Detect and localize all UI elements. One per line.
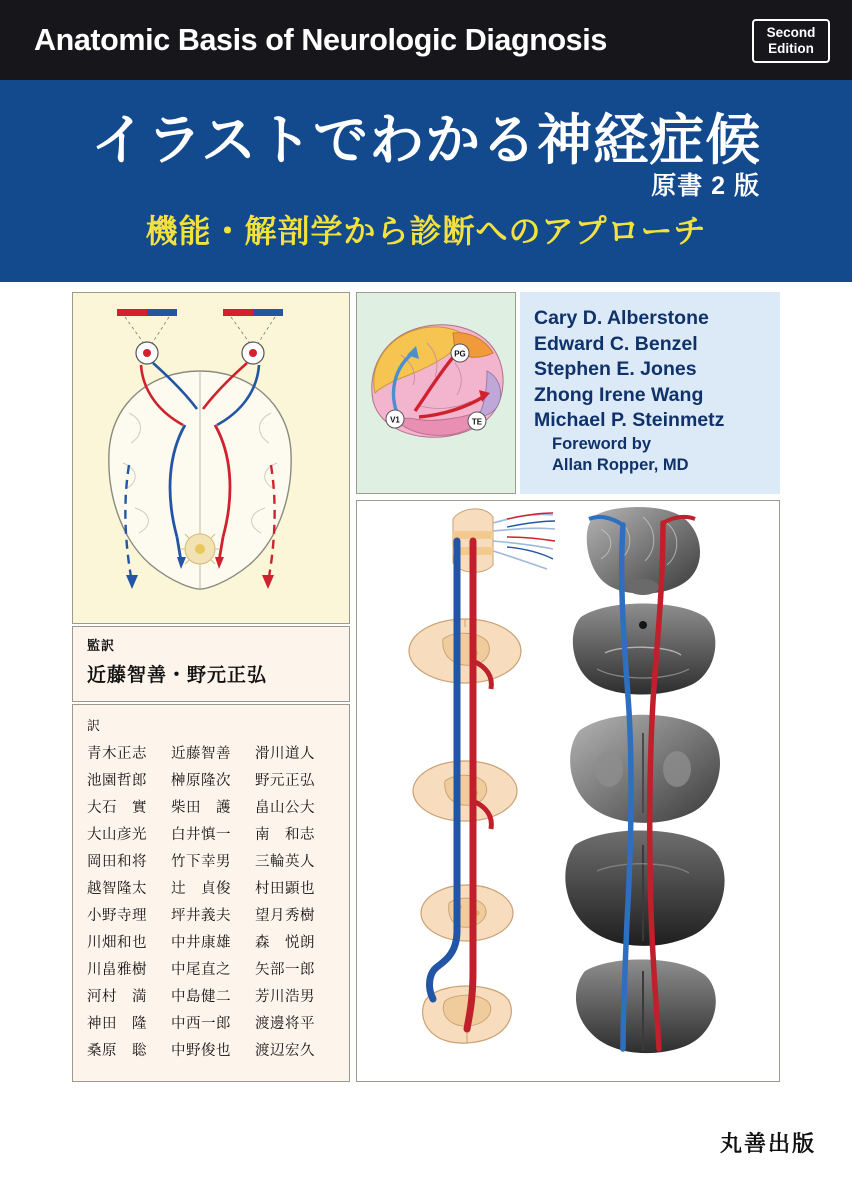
mri-cord-upper [565, 830, 724, 945]
svg-text:PG: PG [454, 349, 466, 359]
author-name: Edward C. Benzel [534, 332, 698, 355]
translator-name: 岡田和将 [87, 854, 147, 870]
visual-pathway-panel [72, 292, 350, 624]
edition-badge [752, 19, 830, 63]
translator-name: 榊原隆次 [171, 773, 231, 789]
translator-name: 近藤智善 [171, 746, 231, 762]
author-name: Cary D. Alberstone [534, 307, 709, 329]
translator-name: 桑原 聡 [87, 1043, 147, 1059]
cover-header-bar [0, 0, 852, 80]
translator-name: 中井康雄 [171, 935, 231, 951]
mri-cord-lower [576, 959, 716, 1053]
author-name: Stephen E. Jones [534, 358, 697, 380]
visual-pathway-diagram [73, 293, 349, 623]
edition-badge-line2: Edition [768, 41, 814, 56]
translator-name: 柴田 護 [171, 800, 231, 816]
translator-name: 大山彦光 [87, 827, 147, 843]
authors-panel [520, 292, 780, 494]
translator-name: 大石 實 [87, 800, 147, 816]
translator-name: 畠山公大 [255, 800, 315, 816]
translator-name: 渡辺宏久 [255, 1043, 315, 1059]
translator-name: 矢部一郎 [255, 962, 315, 978]
translator-name: 神田 隆 [87, 1016, 147, 1032]
japanese-title: イラストでわかる神経症候 [90, 109, 762, 171]
mri-brainstem [587, 507, 700, 595]
author-name: Michael P. Steinmetz [534, 409, 725, 431]
author-name: Zhong Irene Wang [534, 383, 704, 406]
japanese-subtitle: 機能・解剖学から診断へのアプローチ [145, 213, 707, 249]
translator-name: 芳川浩男 [255, 989, 315, 1005]
english-title: Anatomic Basis of Neurologic Diagnosis [34, 22, 607, 57]
svg-text:V1: V1 [390, 415, 400, 425]
translator-name: 三輪英人 [255, 854, 315, 870]
translator-name: 川畑和也 [87, 935, 147, 951]
translator-name: 川畠雅樹 [87, 962, 147, 978]
translator-name: 池園哲郎 [87, 773, 147, 789]
spinal-tract-panel [356, 500, 780, 1082]
translator-name: 竹下幸男 [171, 854, 231, 870]
translators-grid [87, 742, 349, 1060]
translator-name: 坪井義夫 [171, 908, 231, 924]
svg-text:TE: TE [471, 417, 483, 427]
translator-name: 中野俊也 [171, 1043, 231, 1059]
translator-name: 中尾直之 [171, 962, 231, 978]
translator-name: 白井慎一 [171, 827, 231, 843]
cord-section-lumbar [421, 885, 513, 941]
foreword-author: Allan Ropper, MD [552, 455, 689, 474]
supervisors-panel [72, 626, 350, 702]
japanese-edition: 原書 2 版 [651, 172, 760, 200]
translator-name: 河村 満 [87, 989, 147, 1005]
translator-name: 越智隆太 [87, 881, 147, 897]
spinal-tract-diagram [357, 501, 779, 1081]
publisher-name: 丸善出版 [719, 1131, 816, 1156]
title-band [0, 80, 852, 282]
translator-name: 野元正弘 [255, 773, 315, 789]
translator-name: 森 悦朗 [255, 935, 315, 951]
foreword-label: Foreword by [552, 434, 652, 453]
translator-name: 渡邊将平 [255, 1016, 315, 1032]
mri-pons [573, 604, 716, 695]
translator-name: 村田顕也 [255, 881, 315, 897]
supervisors-label: 監訳 [87, 638, 116, 653]
translator-name: 望月秀樹 [255, 908, 315, 924]
mri-medulla [570, 715, 720, 823]
translator-name: 南 和志 [255, 827, 315, 843]
translator-name: 辻 貞俊 [171, 881, 231, 897]
translators-label: 訳 [87, 718, 102, 733]
edition-badge-line1: Second [766, 25, 816, 41]
cord-section-cervical [409, 619, 521, 683]
supervisors-names: 近藤智善・野元正弘 [87, 665, 268, 686]
medulla-illustration [453, 509, 555, 572]
translator-name: 青木正志 [87, 746, 147, 762]
translator-name: 小野寺理 [87, 908, 147, 924]
translators-panel [72, 704, 350, 1082]
translator-name: 中島健二 [171, 989, 231, 1005]
lateral-brain-diagram [357, 293, 515, 493]
translator-name: 中西一郎 [171, 1016, 231, 1032]
cord-section-thoracic [413, 761, 517, 821]
lateral-brain-panel [356, 292, 516, 494]
translator-name: 滑川道人 [255, 746, 315, 762]
